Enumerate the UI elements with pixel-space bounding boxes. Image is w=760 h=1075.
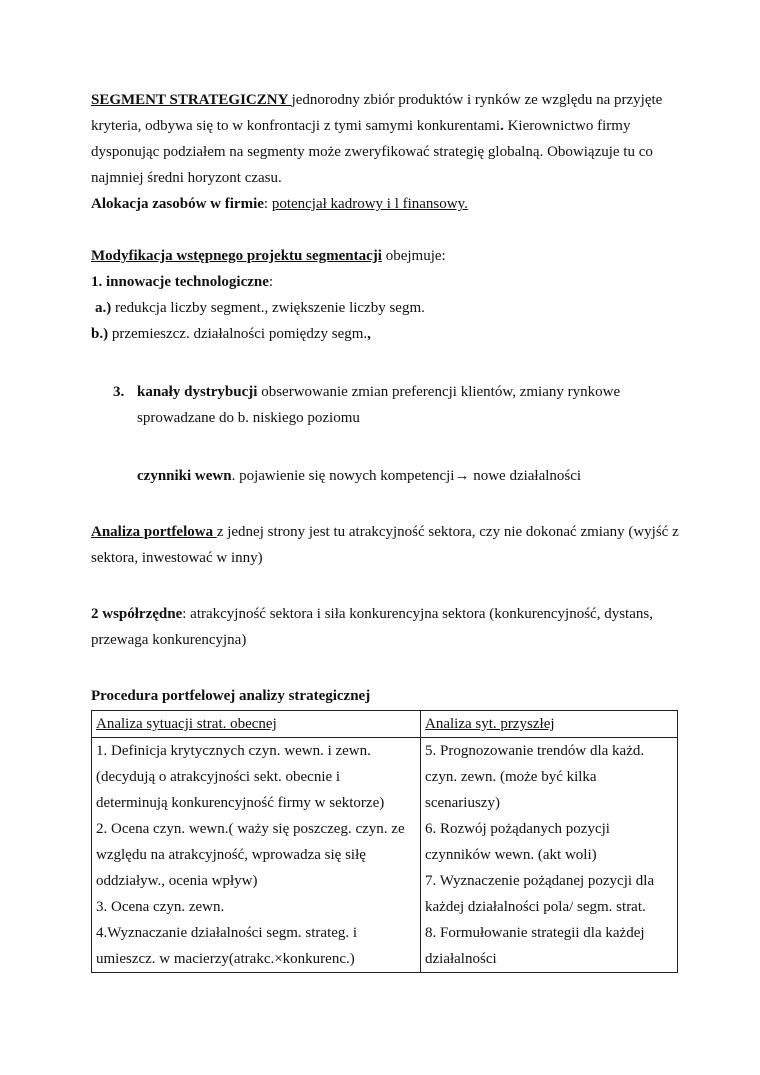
segment-period: . [500, 118, 504, 134]
left-line: determinują konkurencyjność firmy w sektorze) [96, 795, 385, 811]
left-line: względu na atrakcyjność, wprowadza się siłę [96, 847, 366, 863]
kanaly-text: obserwowanie zmian preferencji klientów, zmiany rynkowe sprowadzane do b. niskiego poziomu [137, 384, 621, 426]
table-header-cell: Analiza syt. przyszłej [421, 711, 678, 738]
modyfikacja-line [91, 243, 681, 269]
right-line: 7. Wyznaczenie pożądanej pozycji dla [425, 873, 655, 889]
table-header-row [92, 711, 678, 738]
right-line: czynników wewn. (akt woli) [425, 847, 597, 863]
right-line: każdej działalności pola/ segm. strat. [425, 899, 646, 915]
left-line: 3. Ocena czyn. zewn. [96, 899, 225, 915]
sub-item-a-text: redukcja liczby segment., zwiększenie liczby segm. [111, 300, 425, 316]
sub-item-a [91, 295, 681, 321]
kanaly-item [113, 379, 681, 431]
left-line: oddziaływ., ocenia wpływ) [96, 873, 258, 889]
alokacja-line [91, 191, 681, 217]
alokacja-label: Alokacja zasobów w firmie [91, 196, 264, 212]
analiza-paragraph [91, 519, 681, 571]
right-line: działalności [425, 951, 497, 967]
wspolrzedne-paragraph [91, 601, 681, 653]
analiza-heading: Analiza portfelowa [91, 524, 217, 540]
sub-item-b-comma: , [367, 326, 371, 342]
czynniki-text: . pojawienie się nowych kompetencji [231, 468, 455, 484]
innowacje-label: 1. innowacje technologiczne [91, 274, 269, 290]
right-column-cell [421, 738, 678, 973]
kanaly-number: 3. [113, 384, 125, 400]
left-line: 4.Wyznaczanie działalności segm. strateg. i [96, 925, 358, 941]
wspolrzedne-text: : atrakcyjność sektora i siła konkurencyjna sektora (konkurencyjność, dystans, przewaga konkurencyjna) [91, 606, 653, 648]
segment-paragraph [91, 87, 681, 191]
left-line: (decydują o atrakcyjności sekt. obecnie i [96, 769, 341, 785]
right-line: czyn. zewn. (może być kilka [425, 769, 597, 785]
alokacja-colon: : [263, 196, 272, 212]
innowacje-line [91, 269, 681, 295]
sub-item-b [91, 321, 681, 347]
wspolrzedne-label: 2 współrzędne [91, 606, 183, 622]
sub-item-b-label: b.) [91, 326, 109, 342]
right-line: scenariuszy) [425, 795, 500, 811]
document-page [91, 87, 681, 973]
sub-item-a-label: a.) [95, 300, 112, 316]
innowacje-colon: : [268, 274, 274, 290]
left-line: 1. Definicja krytycznych czyn. wewn. i zewn. [96, 743, 371, 759]
czynniki-label: czynniki wewn [137, 468, 232, 484]
left-line: 2. Ocena czyn. wewn.( waży się poszczeg. czyn. ze [96, 821, 405, 837]
segment-heading: SEGMENT STRATEGICZNY [91, 92, 292, 108]
right-line: 6. Rozwój pożądanych pozycji [425, 821, 610, 837]
czynniki-text2: nowe działalności [469, 468, 582, 484]
procedura-table [91, 710, 678, 973]
modyfikacja-rest: obejmuje: [381, 248, 446, 264]
arrow-icon: → [454, 468, 470, 484]
analiza-text: z jednej strony jest tu atrakcyjność sektora, czy nie dokonać zmiany (wyjść z sektora, inwestować w inny) [91, 524, 679, 566]
kanaly-label: kanały dystrybucji [137, 384, 258, 400]
alokacja-value: potencjał kadrowy i l finansowy. [271, 196, 468, 212]
czynniki-line [137, 463, 681, 489]
table-header-cell: Analiza sytuacji strat. obecnej [92, 711, 421, 738]
left-line: umieszcz. w macierzy(atrakc.×konkurenc.) [96, 951, 355, 967]
table-row [92, 738, 678, 973]
procedura-title: Procedura portfelowej analizy strategicznej [91, 688, 371, 704]
sub-item-b-text: przemieszcz. działalności pomiędzy segm. [108, 326, 368, 342]
segment-text2: Kierownictwo firmy dysponując podziałem na segmenty może zweryfikować strategię globalną. Obowiązuje tu co najmniej średni horyzont czasu. [91, 118, 653, 186]
left-column-cell [92, 738, 421, 973]
right-line: 8. Formułowanie strategii dla każdej [425, 925, 645, 941]
segment-text: jednorodny zbiór produktów i rynków ze względu na przyjęte kryteria, odbywa się to w konfrontacji z tymi samymi konkurentami [91, 92, 663, 134]
right-line: 5. Prognozowanie trendów dla każd. [425, 743, 645, 759]
modyfikacja-heading: Modyfikacja wstępnego projektu segmentacji [91, 248, 382, 264]
